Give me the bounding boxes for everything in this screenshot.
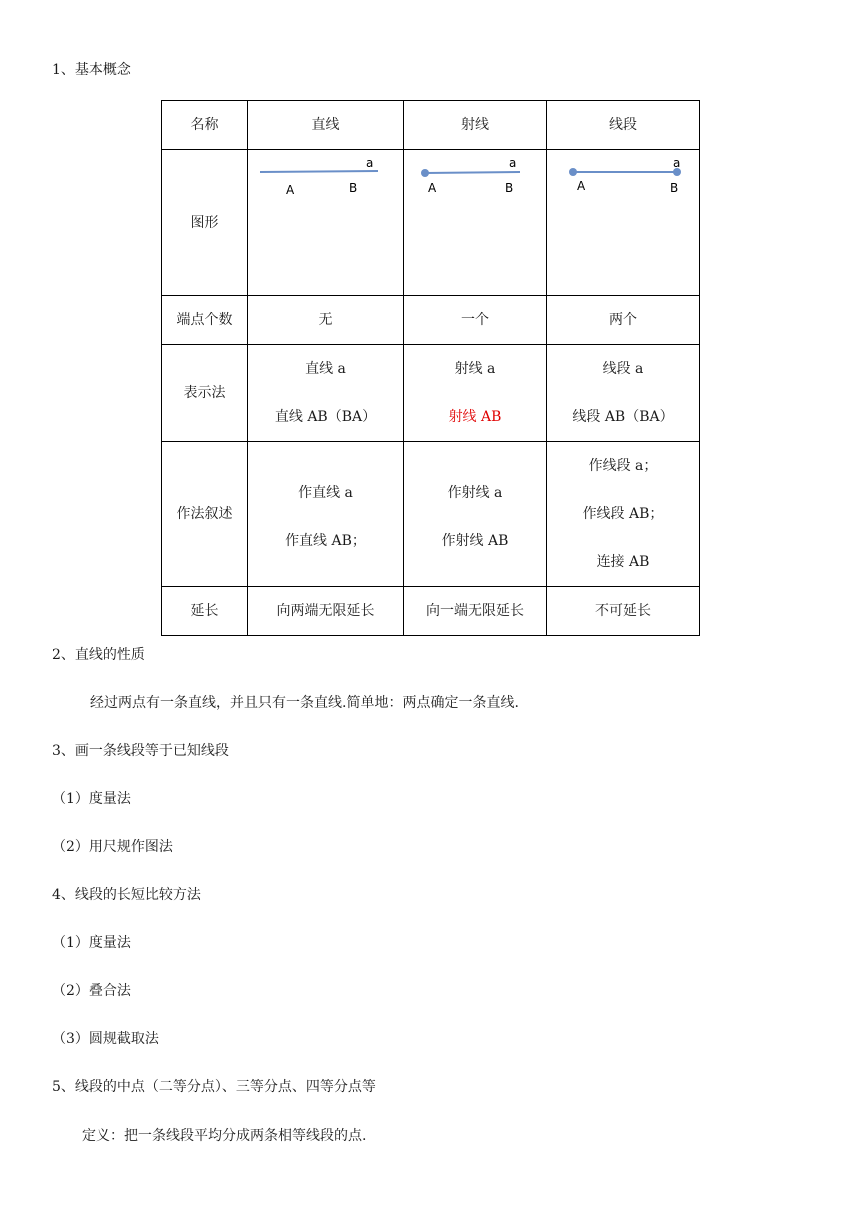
notation-ray-2: 射线 AB: [448, 409, 502, 425]
compare-method-3: （3）圆规截取法: [52, 1031, 159, 1047]
ray-label-A: A: [428, 181, 437, 195]
header-segment: 线段: [547, 101, 700, 150]
segment-label-A: A: [577, 179, 586, 193]
ray-label-B: B: [505, 181, 514, 195]
table-header-row: [162, 101, 700, 150]
segment-figure: [547, 150, 700, 210]
ray-endpoint-dot: [421, 169, 429, 177]
construction-ray-1: 作射线 a: [447, 485, 503, 501]
notation-line-1: 直线 a: [305, 361, 346, 377]
notation-line: [248, 345, 404, 442]
line-label-a: a: [366, 156, 374, 170]
copy-method-2: （2）用尺规作图法: [52, 839, 173, 855]
endpoints-segment: 两个: [547, 296, 700, 345]
copy-method-1: （1）度量法: [52, 791, 131, 807]
notation-segment-2: 线段 AB（BA）: [572, 409, 674, 425]
extension-segment: 不可延长: [547, 587, 700, 636]
figure-ray-cell: [404, 150, 547, 296]
row-label-figure: 图形: [162, 150, 248, 296]
table-row-figure: [162, 150, 700, 296]
segment-label-B: B: [670, 181, 679, 195]
row-label-construction: 作法叙述: [162, 442, 248, 587]
line-label-B: B: [349, 181, 358, 195]
ray-label-a: a: [509, 156, 517, 170]
heading-line-property: 2、直线的性质: [52, 647, 145, 663]
header-name: 名称: [162, 101, 248, 150]
construction-ray: [404, 442, 547, 587]
row-label-notation: 表示法: [162, 345, 248, 442]
line-figure: [248, 150, 404, 210]
segment-label-a: a: [673, 156, 681, 170]
midpoint-definition: 定义：把一条线段平均分成两条相等线段的点.: [82, 1128, 367, 1144]
figure-line-cell: [248, 150, 404, 296]
compare-method-1: （1）度量法: [52, 935, 131, 951]
endpoints-line: 无: [248, 296, 404, 345]
row-label-extension: 延长: [162, 587, 248, 636]
construction-segment: [547, 442, 700, 587]
notation-ray-1: 射线 a: [454, 361, 496, 377]
notation-ray: [404, 345, 547, 442]
row-label-endpoints: 端点个数: [162, 296, 248, 345]
line-property-text: 经过两点有一条直线，并且只有一条直线.简单地：两点确定一条直线.: [90, 695, 519, 711]
construction-ray-2: 作射线 AB: [441, 533, 509, 549]
heading-copy-segment: 3、画一条线段等于已知线段: [52, 743, 229, 759]
table-row-endpoints: [162, 296, 700, 345]
heading-midpoint: 5、线段的中点（二等分点）、三等分点、四等分点等: [52, 1079, 376, 1095]
notation-segment: [547, 345, 700, 442]
notation-segment-1: 线段 a: [602, 361, 644, 377]
figure-segment-cell: [547, 150, 700, 296]
construction-line-1: 作直线 a: [298, 485, 353, 501]
construction-segment-1: 作线段 a；: [588, 458, 658, 474]
construction-line-2: 作直线 AB；: [285, 533, 366, 549]
header-ray: 射线: [404, 101, 547, 150]
endpoints-ray: 一个: [404, 296, 547, 345]
extension-ray: 向一端无限延长: [404, 587, 547, 636]
line-figure-stroke: [260, 171, 378, 172]
compare-method-2: （2）叠合法: [52, 983, 131, 999]
ray-figure: [404, 150, 547, 210]
notation-line-2: 直线 AB（BA）: [274, 409, 377, 425]
table-row-construction: [162, 442, 700, 587]
segment-endpoint-dot-a: [569, 168, 577, 176]
header-line: 直线: [248, 101, 404, 150]
table-row-extension: [162, 587, 700, 636]
concept-table: [161, 100, 700, 636]
heading-compare-segments: 4、线段的长短比较方法: [52, 887, 201, 903]
line-label-A: A: [286, 183, 295, 197]
ray-figure-stroke: [425, 172, 520, 173]
table-row-notation: [162, 345, 700, 442]
construction-segment-3: 连接 AB: [596, 554, 650, 570]
extension-line: 向两端无限延长: [248, 587, 404, 636]
construction-segment-2: 作线段 AB；: [582, 506, 664, 522]
construction-line: [248, 442, 404, 587]
heading-basic-concepts: 1、基本概念: [52, 62, 131, 78]
